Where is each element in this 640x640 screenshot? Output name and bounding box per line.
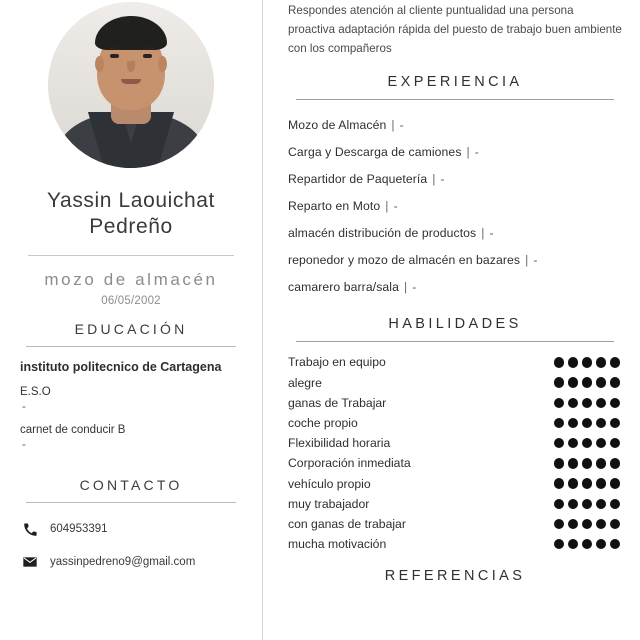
education-license: carnet de conducir B <box>20 424 126 437</box>
list-item <box>288 246 622 273</box>
experience-list <box>288 111 622 300</box>
skill-rating <box>554 458 623 469</box>
skill-label: ganas de Trabajar <box>288 395 387 410</box>
rating-dot <box>582 539 593 550</box>
main-content <box>262 0 640 640</box>
experience-detail: - <box>533 252 538 267</box>
skills-list <box>288 352 622 554</box>
rating-dot <box>596 418 607 429</box>
experience-separator: | <box>432 171 436 186</box>
skill-rating <box>554 438 623 449</box>
rating-dot <box>582 418 593 429</box>
rating-dot <box>610 398 621 409</box>
rating-dot <box>554 438 565 449</box>
section-title-contact: CONTACTO <box>79 477 183 494</box>
rating-dot <box>554 539 565 550</box>
experience-separator: | <box>466 144 470 159</box>
experience-role: camarero barra/sala <box>288 279 399 294</box>
rating-dot <box>582 458 593 469</box>
rating-dot <box>554 458 565 469</box>
list-item <box>288 413 622 433</box>
rating-dot <box>582 478 593 489</box>
experience-detail: - <box>412 279 417 294</box>
education-detail-1: - <box>22 401 26 414</box>
rating-dot <box>610 499 621 510</box>
rating-dot <box>596 478 607 489</box>
rating-dot <box>610 438 621 449</box>
experience-detail: - <box>393 198 398 213</box>
contact-list <box>20 519 242 572</box>
rating-dot <box>596 499 607 510</box>
rating-dot <box>554 519 565 530</box>
photo-brow-right <box>141 47 154 50</box>
experience-role: almacén distribución de productos <box>288 225 477 240</box>
education-divider <box>26 346 236 347</box>
skill-label: Corporación inmediata <box>288 456 411 471</box>
skill-rating <box>554 478 623 489</box>
list-item <box>288 138 622 165</box>
rating-dot <box>554 418 565 429</box>
skill-label: alegre <box>288 375 322 390</box>
list-item <box>288 219 622 246</box>
rating-dot <box>610 539 621 550</box>
rating-dot <box>596 458 607 469</box>
list-item <box>288 453 622 473</box>
skill-rating <box>554 499 623 510</box>
rating-dot <box>596 539 607 550</box>
experience-role: Repartidor de Paquetería <box>288 171 428 186</box>
contact-divider <box>26 502 236 503</box>
experience-detail: - <box>399 117 404 132</box>
skill-label: vehículo propio <box>288 476 371 491</box>
rating-dot <box>554 499 565 510</box>
rating-dot <box>582 519 593 530</box>
list-item <box>288 192 622 219</box>
skill-rating <box>554 539 623 550</box>
photo-mouth <box>121 79 141 84</box>
job-title: mozo de almacén <box>44 269 218 289</box>
avatar <box>48 0 214 166</box>
rating-dot <box>582 357 593 368</box>
name-divider <box>28 255 234 256</box>
experience-role: Mozo de Almacén <box>288 117 387 132</box>
skills-divider <box>296 341 614 342</box>
profile-summary: Respondes atención al cliente puntualidad una persona proactiva adaptación rápida del puesto de trabajo buen ambiente con los compañeros <box>288 4 622 55</box>
photo-ear-left <box>95 56 104 72</box>
list-item <box>288 494 622 514</box>
rating-dot <box>610 357 621 368</box>
rating-dot <box>582 499 593 510</box>
rating-dot <box>596 377 607 388</box>
experience-divider <box>296 99 614 100</box>
experience-separator: | <box>385 198 389 213</box>
skill-label: mucha motivación <box>288 537 387 552</box>
skill-rating <box>554 357 623 368</box>
list-item <box>288 352 622 372</box>
contact-value-phone: 604953391 <box>50 523 108 536</box>
rating-dot <box>582 398 593 409</box>
experience-role: Carga y Descarga de camiones <box>288 144 462 159</box>
phone-icon <box>20 519 40 539</box>
education-school: instituto politecnico de Cartagena <box>20 359 222 374</box>
rating-dot <box>582 377 593 388</box>
rating-dot <box>568 499 579 510</box>
section-title-experience: EXPERIENCIA <box>387 74 523 91</box>
experience-separator: | <box>391 117 395 132</box>
rating-dot <box>596 519 607 530</box>
list-item <box>288 473 622 493</box>
rating-dot <box>568 418 579 429</box>
rating-dot <box>610 418 621 429</box>
rating-dot <box>554 398 565 409</box>
section-title-skills: HABILIDADES <box>388 316 522 333</box>
photo-eye-left <box>110 54 119 58</box>
experience-separator: | <box>403 279 408 294</box>
list-item <box>288 165 622 192</box>
rating-dot <box>554 377 565 388</box>
rating-dot <box>610 519 621 530</box>
photo-ear-right <box>158 56 167 72</box>
skill-rating <box>554 398 623 409</box>
rating-dot <box>610 478 621 489</box>
rating-dot <box>568 519 579 530</box>
rating-dot <box>568 478 579 489</box>
rating-dot <box>554 357 565 368</box>
contact-value-email: yassinpedreno9@gmail.com <box>50 556 196 569</box>
education-level: E.S.O <box>20 386 51 399</box>
experience-detail: - <box>474 144 479 159</box>
experience-detail: - <box>440 171 445 186</box>
experience-separator: | <box>481 225 485 240</box>
experience-detail: - <box>489 225 494 240</box>
rating-dot <box>568 398 579 409</box>
profile-photo <box>48 2 214 168</box>
contact-row-phone[interactable] <box>20 519 242 539</box>
rating-dot <box>568 357 579 368</box>
skill-label: Flexibilidad horaria <box>288 436 391 451</box>
skill-rating <box>554 418 623 429</box>
rating-dot <box>596 438 607 449</box>
education-detail-2: - <box>22 439 26 452</box>
skill-label: coche propio <box>288 416 358 430</box>
rating-dot <box>554 478 565 489</box>
rating-dot <box>568 438 579 449</box>
skill-rating <box>554 377 623 388</box>
photo-nose <box>127 61 135 72</box>
rating-dot <box>610 458 621 469</box>
section-title-education: EDUCACIÓN <box>74 320 188 337</box>
rating-dot <box>568 539 579 550</box>
list-item <box>288 534 622 554</box>
rating-dot <box>568 458 579 469</box>
section-title-references: REFERENCIAS <box>384 568 526 585</box>
page-title: Yassin Laouichat Pedreño <box>47 189 215 239</box>
rating-dot <box>568 377 579 388</box>
photo-brow-left <box>108 47 121 50</box>
left-sidebar <box>0 0 262 640</box>
birth-date: 06/05/2002 <box>101 294 161 307</box>
experience-role: Reparto en Moto <box>288 198 381 213</box>
rating-dot <box>596 357 607 368</box>
contact-row-email[interactable] <box>20 552 242 572</box>
skill-label: muy trabajador <box>288 496 370 511</box>
skill-label: Trabajo en equipo <box>288 355 386 370</box>
photo-eye-right <box>143 54 152 58</box>
list-item <box>288 111 622 138</box>
experience-separator: | <box>525 252 529 267</box>
rating-dot <box>610 377 621 388</box>
list-item <box>288 373 622 393</box>
list-item <box>288 433 622 453</box>
rating-dot <box>596 398 607 409</box>
skill-label: con ganas de trabajar <box>288 516 406 531</box>
list-item <box>288 393 622 413</box>
list-item <box>288 273 622 300</box>
envelope-icon <box>20 552 40 572</box>
experience-role: reponedor y mozo de almacén en bazares <box>288 252 521 267</box>
rating-dot <box>582 438 593 449</box>
skill-rating <box>554 519 623 530</box>
list-item <box>288 514 622 534</box>
